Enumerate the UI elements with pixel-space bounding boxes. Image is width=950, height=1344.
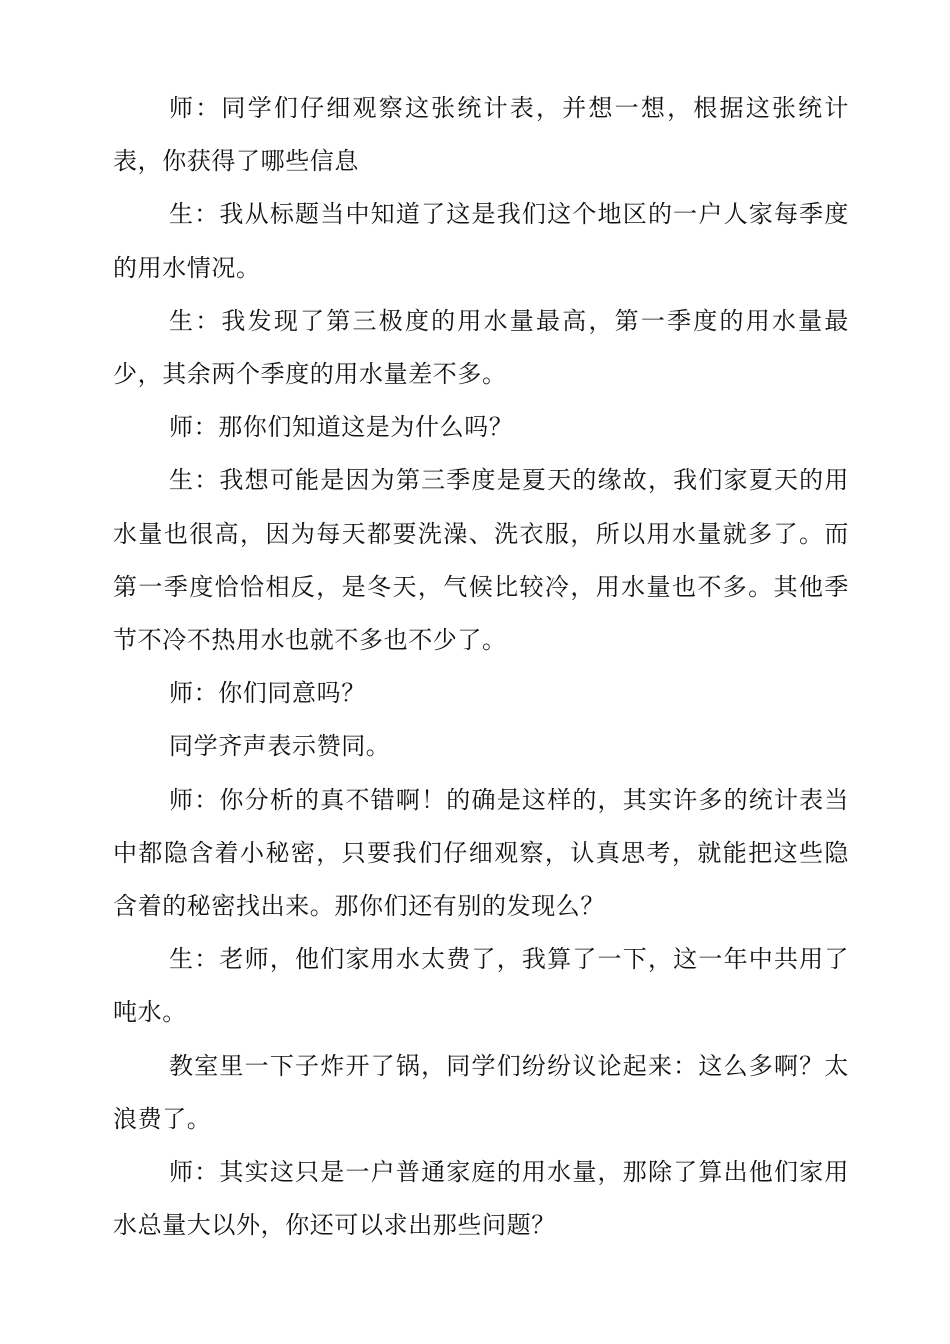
paragraph-classroom-discussion: 教室里一下子炸开了锅，同学们纷纷议论起来：这么多啊？太浪费了。 xyxy=(113,1051,849,1133)
document-body xyxy=(113,82,849,1252)
paragraph-teacher-why: 师：那你们知道这是为什么吗？ xyxy=(169,413,514,442)
paragraph-class-agree: 同学齐声表示赞同。 xyxy=(169,732,391,761)
paragraph-teacher-question: 师：其实这只是一户普通家庭的用水量，那除了算出他们家用水总量大以外，你还可以求出那些问题？ xyxy=(113,1158,849,1240)
paragraph-student-title: 生：我从标题当中知道了这是我们这个地区的一户人家每季度的用水情况。 xyxy=(113,200,849,282)
paragraph-student-total: 生：老师，他们家用水太费了，我算了一下，这一年中共用了吨水。 xyxy=(113,945,849,1027)
paragraph-teacher-observe: 师：同学们仔细观察这张统计表，并想一想，根据这张统计表，你获得了哪些信息 xyxy=(113,94,849,176)
paragraph-teacher-praise: 师：你分析的真不错啊！的确是这样的，其实许多的统计表当中都隐含着小秘密，只要我们仔细观察，认真思考，就能把这些隐含着的秘密找出来。那你们还有别的发现么？ xyxy=(113,785,849,921)
paragraph-teacher-agree: 师：你们同意吗？ xyxy=(169,679,366,708)
paragraph-student-quarters: 生：我发现了第三极度的用水量最高，第一季度的用水量最少，其余两个季度的用水量差不多。 xyxy=(113,306,849,389)
paragraph-student-summer: 生：我想可能是因为第三季度是夏天的缘故，我们家夏天的用水量也很高，因为每天都要洗澡、洗衣服，所以用水量就多了。而第一季度恰恰相反，是冬天，气候比较冷，用水量也不多。其他季节不冷不热用水也就不多也不少了。 xyxy=(113,466,849,655)
